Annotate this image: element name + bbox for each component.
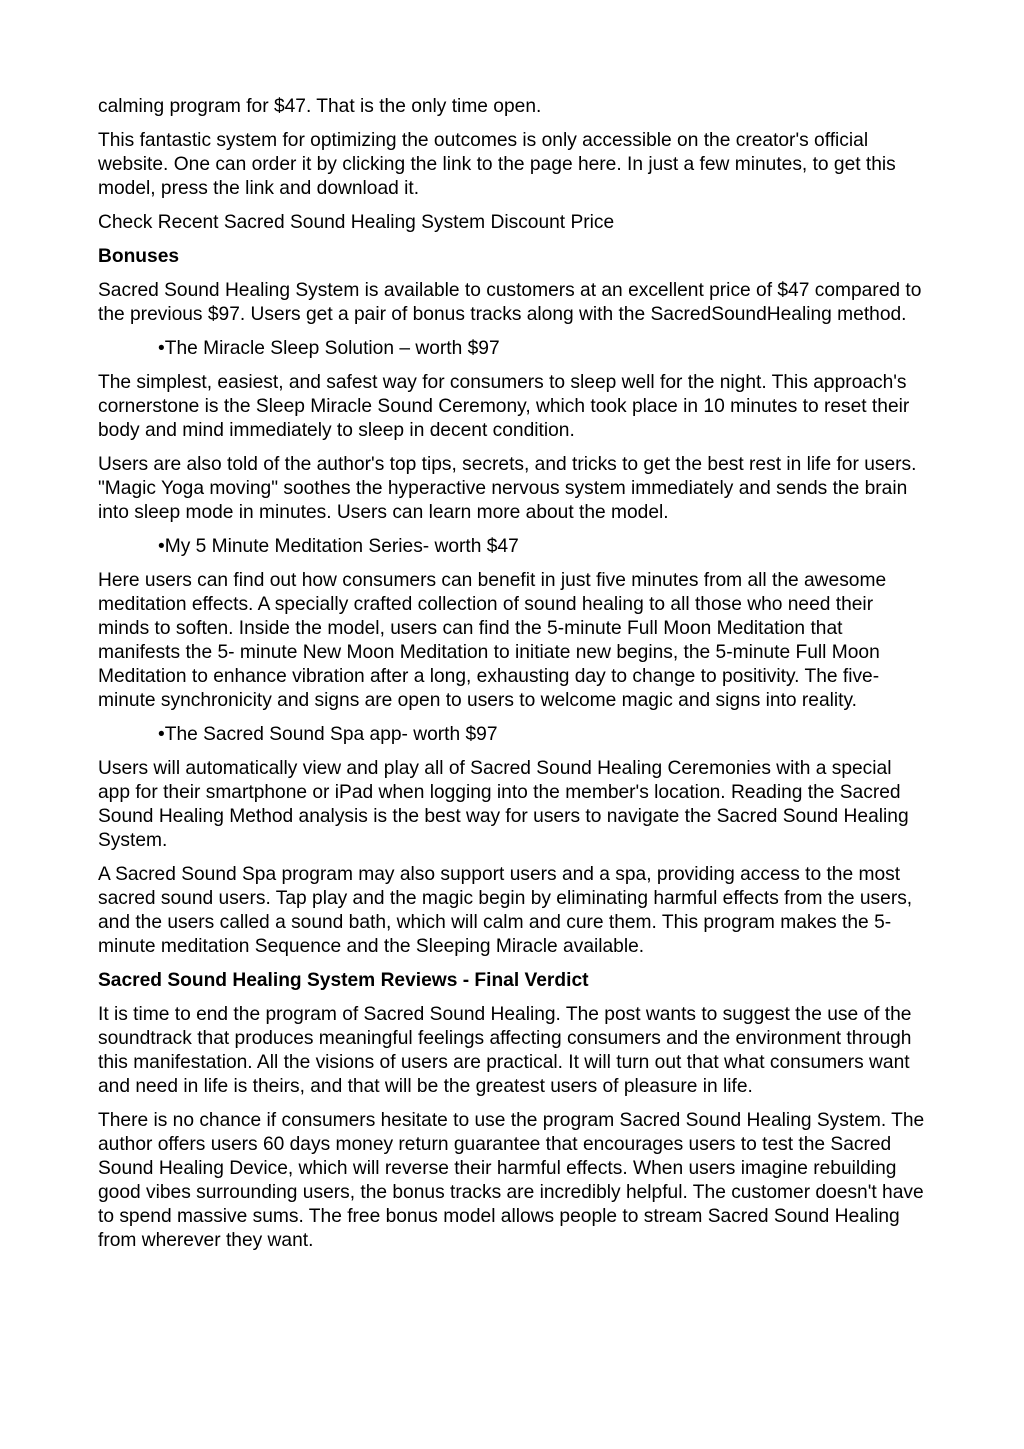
paragraph-end-program: It is time to end the program of Sacred Sound Healing. The post wants to suggest the use of the soundtrack that produces meaningful feelings affecting consumers and the environment through this manifestation. All the visions of users are practical. It will turn out that what consumers want and need in life is theirs, and that will be the greatest users of pleasure in life.: [98, 1004, 912, 1097]
heading-bonuses: Bonuses: [98, 246, 180, 267]
paragraph-author-tips: Users are also told of the author's top tips, secrets, and tricks to get the best rest in life for users. "Magic Yoga moving" soothes the hyperactive nervous system immediately and sends the brain into sleep mode in minutes. Users can learn more about the model.: [98, 454, 917, 523]
bullet-meditation-series: •My 5 Minute Meditation Series- worth $47: [158, 536, 519, 557]
heading-final-verdict: Sacred Sound Healing System Reviews - Final Verdict: [98, 970, 589, 991]
paragraph-guarantee: There is no chance if consumers hesitate to use the program Sacred Sound Healing System. The author offers users 60 days money return guarantee that encourages users to test the Sacred Sound Healing Device, which will reverse their harmful effects. When users imagine rebuilding good vibes surrounding users, the bonus tracks are incredibly helpful. The customer doesn't have to spend massive sums. The free bonus model allows people to stream Sacred Sound Healing from wherever they want.: [98, 1110, 925, 1251]
paragraph-meditation-effects: Here users can find out how consumers can benefit in just five minutes from all the awesome meditation effects. A specially crafted collection of sound healing to all those who need their minds to soften. Inside the model, users can find the 5-minute Full Moon Meditation that manifests the 5- minute New Moon Meditation to initiate new begins, the 5-minute Full Moon Meditation to enhance vibration after a long, exhausting day to change to positivity. The five-minute synchronicity and signs are open to users to welcome magic and signs into reality.: [98, 570, 887, 711]
paragraph-spa-program: A Sacred Sound Spa program may also support users and a spa, providing access to the most sacred sound users. Tap play and the magic begin by eliminating harmful effects from the users, and the users called a sound bath, which will calm and cure them. This program makes the 5-minute meditation Sequence and the Sleeping Miracle available.: [98, 864, 913, 957]
discount-price-link[interactable]: Check Recent Sacred Sound Healing System Discount Price: [98, 212, 615, 233]
paragraph-spa-app: Users will automatically view and play all of Sacred Sound Healing Ceremonies with a special app for their smartphone or iPad when logging into the member's location. Reading the Sacred Sound Healing Method analysis is the best way for users to navigate the Sacred Sound Healing System.: [98, 758, 909, 851]
paragraph-official-website: This fantastic system for optimizing the outcomes is only accessible on the creator's official website. One can order it by clicking the link to the page here. In just a few minutes, to get this model, press the link and download it.: [98, 130, 896, 199]
paragraph-bonuses-price: Sacred Sound Healing System is available to customers at an excellent price of $47 compared to the previous $97. Users get a pair of bonus tracks along with the SacredSoundHealing method.: [98, 280, 922, 325]
paragraph-pricing-intro: calming program for $47. That is the only time open.: [98, 96, 542, 117]
document-page: [98, 95, 928, 1263]
paragraph-sleep-ceremony: The simplest, easiest, and safest way for consumers to sleep well for the night. This approach's cornerstone is the Sleep Miracle Sound Ceremony, which took place in 10 minutes to reset their body and mind immediately to sleep in decent condition.: [98, 372, 910, 441]
bullet-miracle-sleep-solution: •The Miracle Sleep Solution – worth $97: [158, 338, 500, 359]
bullet-sound-spa-app: •The Sacred Sound Spa app- worth $97: [158, 724, 498, 745]
